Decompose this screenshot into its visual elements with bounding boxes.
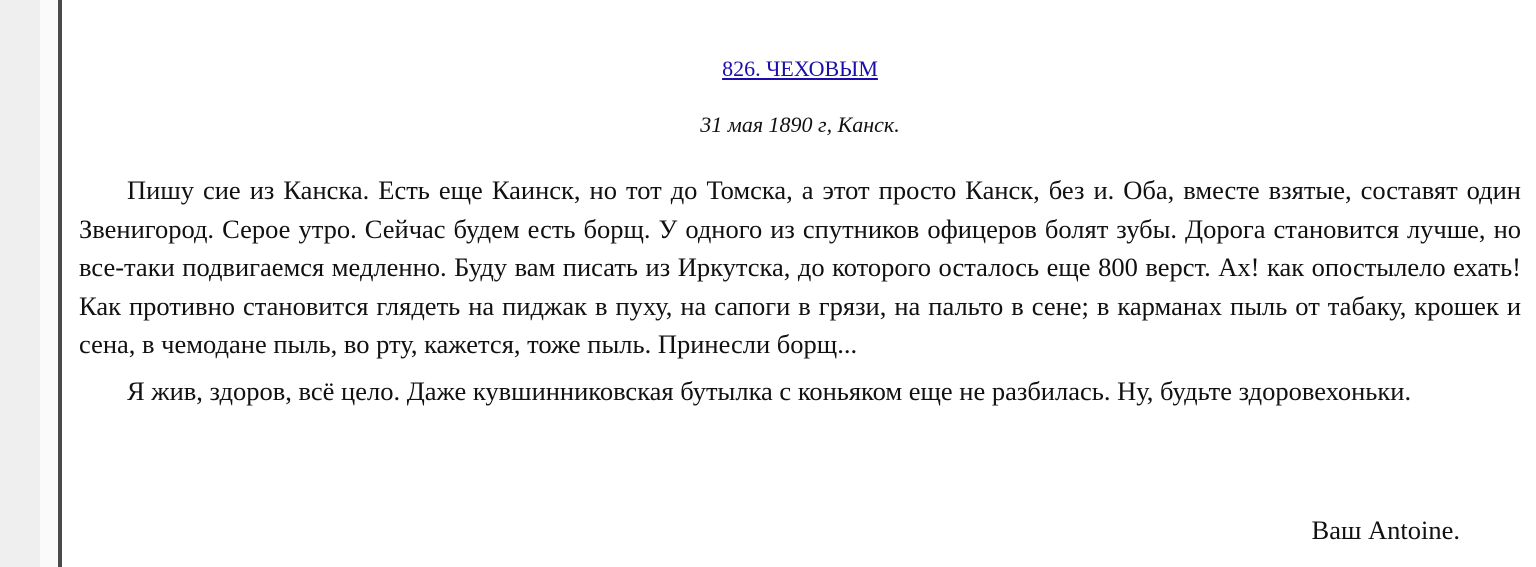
left-border-rule [58, 0, 62, 567]
letter-paragraph: Я жив, здоров, всё цело. Даже кувшинниковская бутылка с коньяком еще не разбилась. Ну, будьте здоровехоньки. [127, 375, 1412, 406]
letter-signature: Ваш Antoine. [1311, 515, 1460, 545]
letter-body [79, 171, 1521, 410]
letter-page [79, 0, 1521, 567]
letter-dateline: 31 мая 1890 г, Канск. [700, 112, 900, 137]
left-gutter [0, 0, 40, 567]
left-gap [40, 0, 58, 567]
letter-heading-link[interactable]: 826. ЧЕХОВЫМ [722, 56, 878, 81]
letter-heading [79, 55, 1521, 83]
letter-paragraph: Пишу сие из Канска. Есть еще Каинск, но тот до Томска, а этот просто Канск, без и. Оба, вместе взятые, составят один Звенигород. Серое утро. Сейчас будем есть борщ. У одного из спутников офицеров болят зубы. Дорога становится лучше, но все-таки подвигаемся медленно. Буду вам писать из Иркутска, до которого осталось еще 800 верст. Ах! как опостылело ехать! Как противно становится глядеть на пиджак в пуху, на сапоги в грязи, на пальто в сене; в карманах пыль от табаку, крошек и сена, в чемодане пыль, во рту, кажется, тоже пыль. Принесли борщ... [79, 175, 1521, 359]
